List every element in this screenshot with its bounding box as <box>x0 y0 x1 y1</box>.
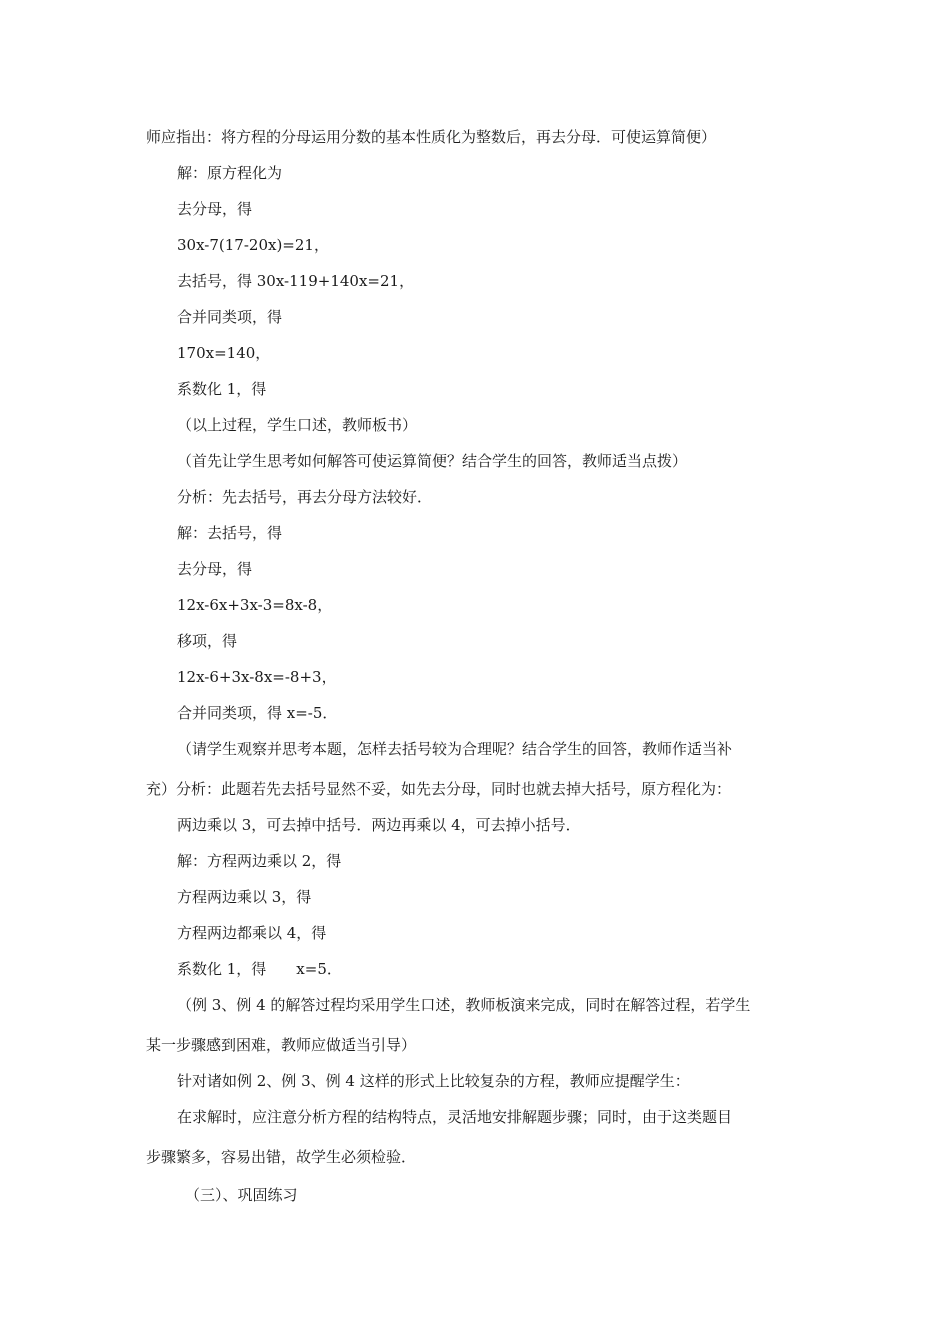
paragraph-line: 系数化 1，得 <box>177 380 267 398</box>
paragraph-line: 解：去括号，得 <box>177 524 283 542</box>
paragraph-line: 方程两边乘以 3，得 <box>177 888 312 906</box>
equation-line: 12x-6x+3x-3=8x-8， <box>177 596 333 614</box>
paragraph-line: 充）分析：此题若先去括号显然不妥，如先去分母，同时也就去掉大括号，原方程化为： <box>146 780 732 798</box>
paragraph-line: （以上过程，学生口述，教师板书） <box>177 416 418 434</box>
paragraph-line: 师应指出：将方程的分母运用分数的基本性质化为整数后，再去分母．可使运算简便） <box>146 128 717 146</box>
paragraph-line: 两边乘以 3，可去掉中括号．两边再乘以 4，可去掉小括号． <box>177 816 581 834</box>
equation-line: 12x-6+3x-8x=-8+3， <box>177 668 337 686</box>
paragraph-line: 分析：先去括号，再去分母方法较好． <box>177 488 433 506</box>
paragraph-line: （例 3、例 4 的解答过程均采用学生口述，教师板演来完成，同时在解答过程，若学生 <box>177 996 751 1014</box>
paragraph-line: 去分母，得 <box>177 560 253 578</box>
paragraph-line: （请学生观察并思考本题，怎样去括号较为合理呢？结合学生的回答，教师作适当补 <box>177 740 733 758</box>
paragraph-line: 步骤繁多，容易出错，故学生必须检验． <box>146 1148 417 1166</box>
section-heading: （三）、巩固练习 <box>185 1186 298 1204</box>
paragraph-line: 合并同类项，得 <box>177 308 283 326</box>
paragraph-line: 在求解时，应注意分析方程的结构特点，灵活地安排解题步骤；同时，由于这类题目 <box>177 1108 733 1126</box>
paragraph-line: 解：方程两边乘以 2，得 <box>177 852 342 870</box>
paragraph-line: 去分母，得 <box>177 200 253 218</box>
paragraph-line: 解：原方程化为 <box>177 164 283 182</box>
paragraph-line: 合并同类项，得 x=-5． <box>177 704 338 722</box>
equation-line: 30x-7(17-20x)=21， <box>177 236 329 254</box>
paragraph-line: 某一步骤感到困难，教师应做适当引导） <box>146 1036 417 1054</box>
paragraph-line: 移项，得 <box>177 632 238 650</box>
paragraph-line: 方程两边都乘以 4，得 <box>177 924 327 942</box>
equation-line: 去括号，得 30x-119+140x=21， <box>177 272 415 290</box>
paragraph-line: （首先让学生思考如何解答可使运算简便？结合学生的回答，教师适当点拨） <box>177 452 688 470</box>
paragraph-line: 系数化 1，得 x=5． <box>177 960 342 978</box>
equation-line: 170x=140， <box>177 344 271 362</box>
paragraph-line: 针对诸如例 2、例 3、例 4 这样的形式上比较复杂的方程，教师应提醒学生： <box>177 1072 690 1090</box>
